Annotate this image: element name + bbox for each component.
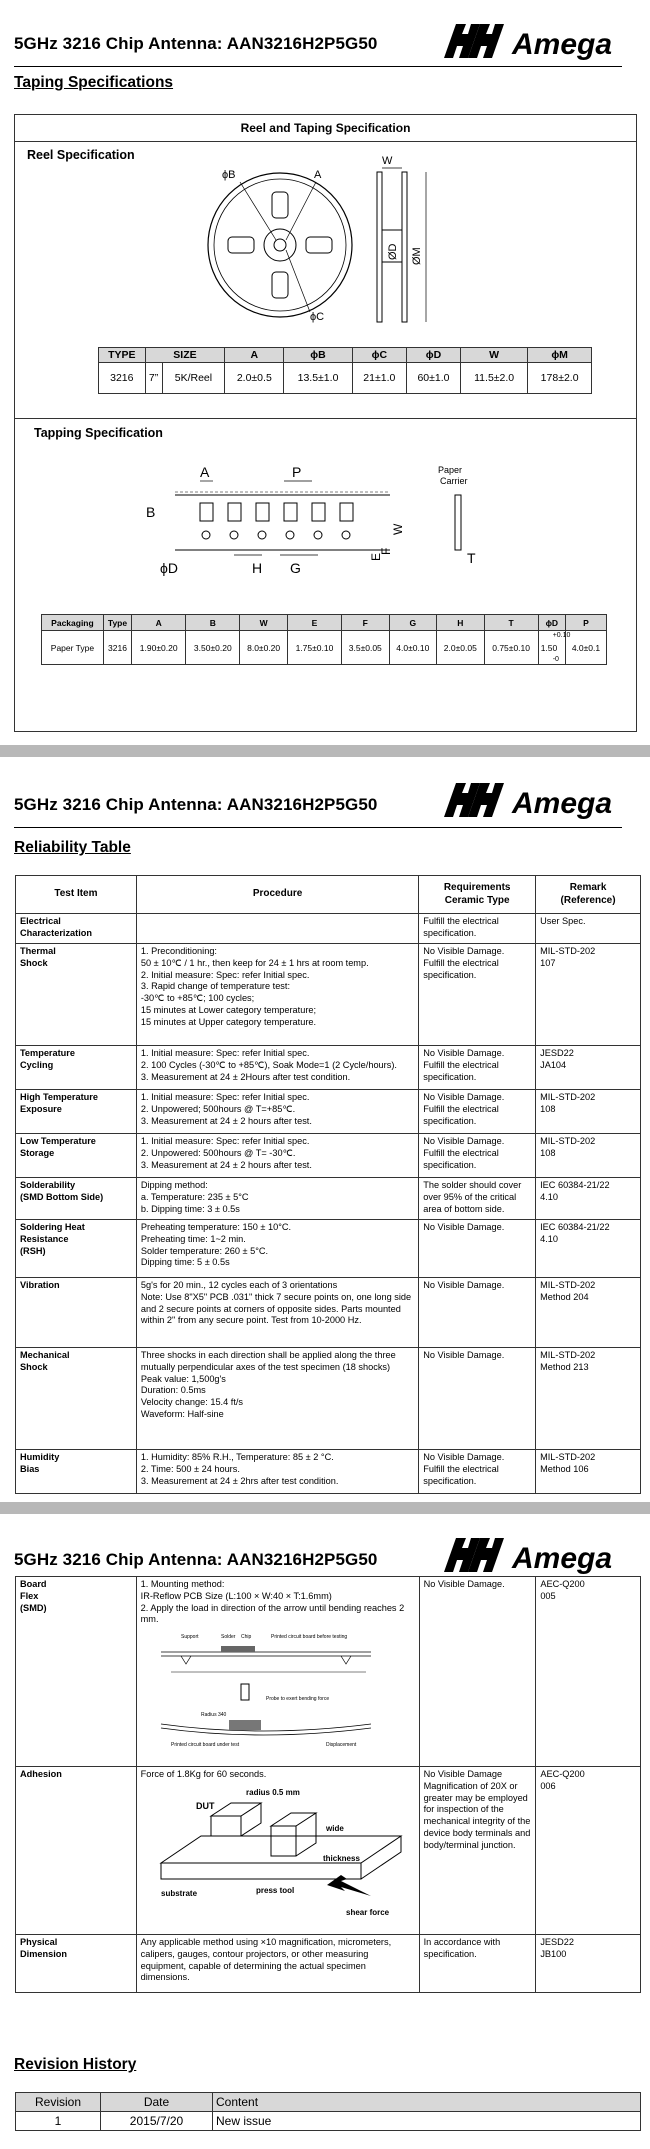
logo-text: Amega	[512, 787, 613, 820]
table-row	[16, 914, 641, 944]
revision-history-title: Revision History	[14, 2056, 137, 2073]
svg-text:A: A	[314, 169, 322, 181]
logo-text: Amega	[512, 28, 613, 61]
reel-header-d: ϕD	[406, 348, 460, 363]
test-item: Humidity Bias	[16, 1450, 137, 1494]
d-tol-minus: -0	[552, 656, 559, 663]
tape-header: P	[565, 615, 606, 631]
d-tol-plus: +0.10	[552, 632, 571, 639]
svg-text:thickness: thickness	[322, 1853, 360, 1863]
svg-text:radius 0.5 mm: radius 0.5 mm	[245, 1787, 300, 1797]
tape-cell: 4.0±0.1	[565, 631, 606, 665]
tape-cell: 4.0±0.10	[389, 631, 437, 665]
reel-header-a: A	[225, 348, 284, 363]
page-header	[0, 0, 650, 68]
page-header	[0, 1514, 650, 1574]
remark: MIL-STD-202 Method 204	[536, 1278, 641, 1348]
remark: IEC 60384-21/22 4.10	[536, 1178, 641, 1220]
reliability-table-continued	[15, 1576, 641, 1993]
remark: MIL-STD-202 Method 213	[536, 1348, 641, 1450]
divider	[14, 418, 637, 419]
reel-cell: 7”	[145, 363, 162, 394]
remark: AEC-Q200 006	[536, 1767, 641, 1935]
table-row	[16, 944, 641, 1046]
reel-cell: 3216	[99, 363, 146, 394]
section-title: Taping Specifications	[14, 74, 174, 91]
reel-header-m: ϕM	[528, 348, 592, 363]
requirement: No Visible Damage. Fulfill the electrical specification.	[419, 944, 536, 1046]
requirement: No Visible Damage. Fulfill the electrical specification.	[419, 1450, 536, 1494]
svg-text:ϕD: ϕD	[160, 560, 178, 576]
tape-header: B	[186, 615, 240, 631]
svg-text:W: W	[391, 523, 405, 535]
table-row	[16, 1935, 641, 1993]
doc-title: 5GHz 3216 Chip Antenna: AAN3216H2P5G50	[14, 34, 378, 53]
reel-cell: 11.5±2.0	[461, 363, 528, 394]
svg-text:ØD: ØD	[387, 243, 399, 260]
svg-text:H: H	[252, 560, 263, 576]
header-procedure: Procedure	[136, 876, 418, 914]
reel-cell: 60±1.0	[406, 363, 460, 394]
reel-drawing	[190, 150, 460, 330]
revision-table	[15, 2092, 641, 2131]
amega-logo	[442, 18, 642, 62]
table-row	[16, 1450, 641, 1494]
reel-header-c: ϕC	[352, 348, 406, 363]
tape-cell-d	[538, 631, 571, 665]
tape-cell: Paper Type	[42, 631, 104, 665]
reel-header-size: SIZE	[145, 348, 225, 363]
svg-text:Chip: Chip	[240, 1634, 251, 1641]
svg-text:wide: wide	[325, 1823, 344, 1833]
page-separator	[0, 1502, 650, 1514]
test-item: Electrical Characterization	[16, 914, 137, 944]
tape-header: H	[437, 615, 485, 631]
procedure: 1. Initial measure: Spec: refer Initial spec. 2. Unpowered: 500hours @ T= -30℃. 3. Measurement at 24 ± 2 hours after test.	[136, 1134, 418, 1178]
requirement: No Visible Damage.	[419, 1278, 536, 1348]
header-remark: Remark (Reference)	[536, 876, 641, 914]
remark: JESD22 JA104	[536, 1046, 641, 1090]
tape-header: A	[132, 615, 186, 631]
remark: IEC 60384-21/22 4.10	[536, 1220, 641, 1278]
logo-text: Amega	[512, 1542, 613, 1575]
revision-header: Content	[213, 2093, 641, 2112]
procedure: 5g's for 20 min., 12 cycles each of 3 orientations Note: Use 8"X5" PCB .031" thick 7 secure points on, one long side and 2 secure points at corners of opposite sides. Parts mounted within 2" from any secure point. Test from 10-2000 Hz.	[136, 1278, 418, 1348]
table-row	[16, 1348, 641, 1450]
procedure: Dipping method: a. Temperature: 235 ± 5°C b. Dipping time: 3 ± 0.5s	[136, 1178, 418, 1220]
requirement: The solder should cover over 95% of the critical area of bottom side.	[419, 1178, 536, 1220]
svg-text:substrate: substrate	[160, 1888, 197, 1898]
tape-header: Type	[103, 615, 131, 631]
test-item: Mechanical Shock	[16, 1348, 137, 1450]
reliability-table	[15, 875, 641, 1494]
adhesion-drawing	[141, 1781, 411, 1921]
svg-text:G: G	[290, 560, 301, 576]
tape-cell: 2.0±0.05	[437, 631, 485, 665]
revision-cell: 1	[16, 2112, 101, 2131]
requirement: No Visible Damage.	[419, 1220, 536, 1278]
requirement: No Visible Damage Magnification of 20X or greater may be employed for inspection of the mechanical integrity of the device body terminals and body/terminal junction.	[419, 1767, 536, 1935]
svg-text:W: W	[382, 155, 393, 167]
tape-cell: 3216	[103, 631, 131, 665]
remark: MIL-STD-202 Method 106	[536, 1450, 641, 1494]
svg-text:press tool: press tool	[255, 1885, 294, 1895]
reel-cell: 2.0±0.5	[225, 363, 284, 394]
procedure: Preheating temperature: 150 ± 10°C. Preheating time: 1~2 min. Solder temperature: 260 ± 5°C. Dipping time: 5 ± 0.5s	[136, 1220, 418, 1278]
amega-logo	[442, 777, 642, 821]
page-separator	[0, 745, 650, 757]
svg-text:Displacement: Displacement	[325, 1742, 356, 1749]
table-row	[16, 1046, 641, 1090]
board-flex-drawing	[141, 1628, 411, 1753]
tape-cell: 3.50±0.20	[186, 631, 240, 665]
svg-text:Printed circuit board under te: Printed circuit board under test	[170, 1742, 239, 1749]
tape-cell: 1.90±0.20	[132, 631, 186, 665]
svg-text:A: A	[200, 464, 210, 480]
requirement: No Visible Damage. Fulfill the electrical specification.	[419, 1090, 536, 1134]
tape-header: W	[240, 615, 288, 631]
test-item: Low Temperature Storage	[16, 1134, 137, 1178]
procedure	[136, 1767, 419, 1935]
svg-text:shear force: shear force	[345, 1907, 389, 1917]
tape-cell: 1.75±0.10	[287, 631, 341, 665]
reel-cell: 21±1.0	[352, 363, 406, 394]
reel-cell: 13.5±1.0	[284, 363, 352, 394]
requirement: In accordance with specification.	[419, 1935, 536, 1993]
svg-text:E: E	[369, 552, 383, 561]
page-header	[0, 757, 650, 820]
tape-header: ϕD	[538, 615, 565, 631]
remark: AEC-Q200 005	[536, 1577, 641, 1767]
procedure: 1. Initial measure: Spec: refer Initial spec. 2. Unpowered; 500hours @ T=+85℃. 3. Measurement at 24 ± 2 hours after test.	[136, 1090, 418, 1134]
reel-cell: 178±2.0	[528, 363, 592, 394]
procedure-text: Force of 1.8Kg for 60 seconds.	[140, 1769, 267, 1779]
table-row	[16, 1220, 641, 1278]
section-title: Reliability Table	[14, 839, 131, 856]
svg-text:DUT: DUT	[195, 1800, 215, 1811]
tape-cell: 0.75±0.10	[484, 631, 538, 665]
procedure: 1. Humidity: 85% R.H., Temperature: 85 ± 2 °C. 2. Time: 500 ± 24 hours. 3. Measurement at 24 ± 2hrs after test condition.	[136, 1450, 418, 1494]
svg-text:ϕB: ϕB	[222, 169, 236, 181]
tape-header: T	[484, 615, 538, 631]
test-item: Thermal Shock	[16, 944, 137, 1046]
remark: MIL-STD-202 108	[536, 1134, 641, 1178]
svg-text:ϕC: ϕC	[310, 311, 325, 323]
table-row	[42, 631, 607, 665]
header-test-item: Test Item	[16, 876, 137, 914]
reel-table	[98, 347, 592, 394]
tape-cell: 8.0±0.20	[240, 631, 288, 665]
box-title: Reel and Taping Specification	[15, 115, 636, 142]
procedure	[136, 914, 418, 944]
test-item: Soldering Heat Resistance (RSH)	[16, 1220, 137, 1278]
page-reliability-continued	[0, 1514, 650, 2149]
table-row	[16, 1577, 641, 1767]
page-reliability	[0, 757, 650, 1502]
svg-text:T: T	[467, 550, 476, 566]
header-requirements: Requirements Ceramic Type	[419, 876, 536, 914]
reel-cell: 5K/Reel	[162, 363, 225, 394]
tape-drawing	[140, 455, 490, 585]
reel-header-w: W	[461, 348, 528, 363]
svg-text:Printed circuit board before t: Printed circuit board before testing	[270, 1634, 347, 1641]
header-rule	[14, 827, 622, 828]
svg-text:F: F	[379, 547, 393, 555]
test-item: High Temperature Exposure	[16, 1090, 137, 1134]
d-value: 1.50	[540, 642, 558, 653]
procedure: Any applicable method using ×10 magnification, micrometers, calipers, gauges, contour projectors, or other measuring equipment, capable of determining the actual specimen dimensions.	[136, 1935, 419, 1993]
procedure: Three shocks in each direction shall be applied along the three mutually perpendicular axes of the test specimen (18 shocks) Peak value: 1,500g's Duration: 0.5ms Velocity change: 15.4 ft/s Waveform: Half-sine	[136, 1348, 418, 1450]
table-row	[16, 1178, 641, 1220]
table-row	[16, 1090, 641, 1134]
remark: User Spec.	[536, 914, 641, 944]
requirement: Fulfill the electrical specification.	[419, 914, 536, 944]
svg-text:Probe to exert bending force: Probe to exert bending force	[265, 1696, 329, 1703]
svg-text:P: P	[292, 464, 302, 480]
test-item: Physical Dimension	[16, 1935, 137, 1993]
doc-title: 5GHz 3216 Chip Antenna: AAN3216H2P5G50	[14, 795, 378, 814]
procedure: 1. Preconditioning: 50 ± 10℃ / 1 hr., then keep for 24 ± 1 hrs at room temp. 2. Initial measure: Spec: refer Initial spec. 3. Rapid change of temperature test: -30℃ to +85℃; 100 cycles; 15 minutes at Lower category temperature; 15 minutes at Upper category temperature.	[136, 944, 418, 1046]
revision-cell: 2015/7/20	[101, 2112, 213, 2131]
test-item: Solderability (SMD Bottom Side)	[16, 1178, 137, 1220]
doc-title: 5GHz 3216 Chip Antenna: AAN3216H2P5G50	[14, 1550, 378, 1569]
table-row	[99, 363, 592, 394]
table-row	[16, 2112, 641, 2131]
svg-text:B: B	[146, 504, 156, 520]
svg-text:Radius 340: Radius 340	[200, 1712, 226, 1719]
revision-cell: New issue	[213, 2112, 641, 2131]
tape-cell: 3.5±0.05	[342, 631, 390, 665]
requirement: No Visible Damage. Fulfill the electrical specification.	[419, 1046, 536, 1090]
test-item: Temperature Cycling	[16, 1046, 137, 1090]
page-taping	[0, 0, 650, 745]
reel-header-type: TYPE	[99, 348, 146, 363]
tape-table	[41, 614, 607, 665]
amega-logo	[442, 1532, 642, 1576]
svg-text:Paper: Paper	[438, 465, 463, 475]
test-item: Board Flex (SMD)	[16, 1577, 137, 1767]
svg-text:Carrier: Carrier	[440, 476, 468, 486]
svg-text:Support: Support	[180, 1634, 199, 1641]
header-rule	[14, 66, 622, 67]
remark: JESD22 JB100	[536, 1935, 641, 1993]
remark: MIL-STD-202 108	[536, 1090, 641, 1134]
test-item: Vibration	[16, 1278, 137, 1348]
tapping-spec-title: Tapping Specification	[34, 426, 163, 440]
reel-spec-title: Reel Specification	[27, 148, 135, 162]
procedure: 1. Initial measure: Spec: refer Initial spec. 2. 100 Cycles (-30℃ to +85℃), Soak Mode=1 (2 Cycle/hours). 3. Measurement at 24 ± 2Hours after test condition.	[136, 1046, 418, 1090]
revision-header: Revision	[16, 2093, 101, 2112]
test-item: Adhesion	[16, 1767, 137, 1935]
requirement: No Visible Damage. Fulfill the electrical specification.	[419, 1134, 536, 1178]
table-row	[16, 1134, 641, 1178]
requirement: No Visible Damage.	[419, 1577, 536, 1767]
procedure	[136, 1577, 419, 1767]
svg-text:ØM: ØM	[411, 247, 423, 265]
remark: MIL-STD-202 107	[536, 944, 641, 1046]
procedure-text: 1. Mounting method: IR-Reflow PCB Size (L:100 × W:40 × T:1.6mm) 2. Apply the load in direction of the arrow until bending reaches 2 mm.	[140, 1579, 405, 1625]
reel-header-b: ϕB	[284, 348, 352, 363]
table-row	[16, 1278, 641, 1348]
requirement: No Visible Damage.	[419, 1348, 536, 1450]
tape-header: E	[287, 615, 341, 631]
tape-header: Packaging	[42, 615, 104, 631]
svg-text:Solder: Solder	[220, 1634, 236, 1641]
tape-header: G	[389, 615, 437, 631]
table-row	[16, 1767, 641, 1935]
revision-header: Date	[101, 2093, 213, 2112]
tape-header: F	[342, 615, 390, 631]
